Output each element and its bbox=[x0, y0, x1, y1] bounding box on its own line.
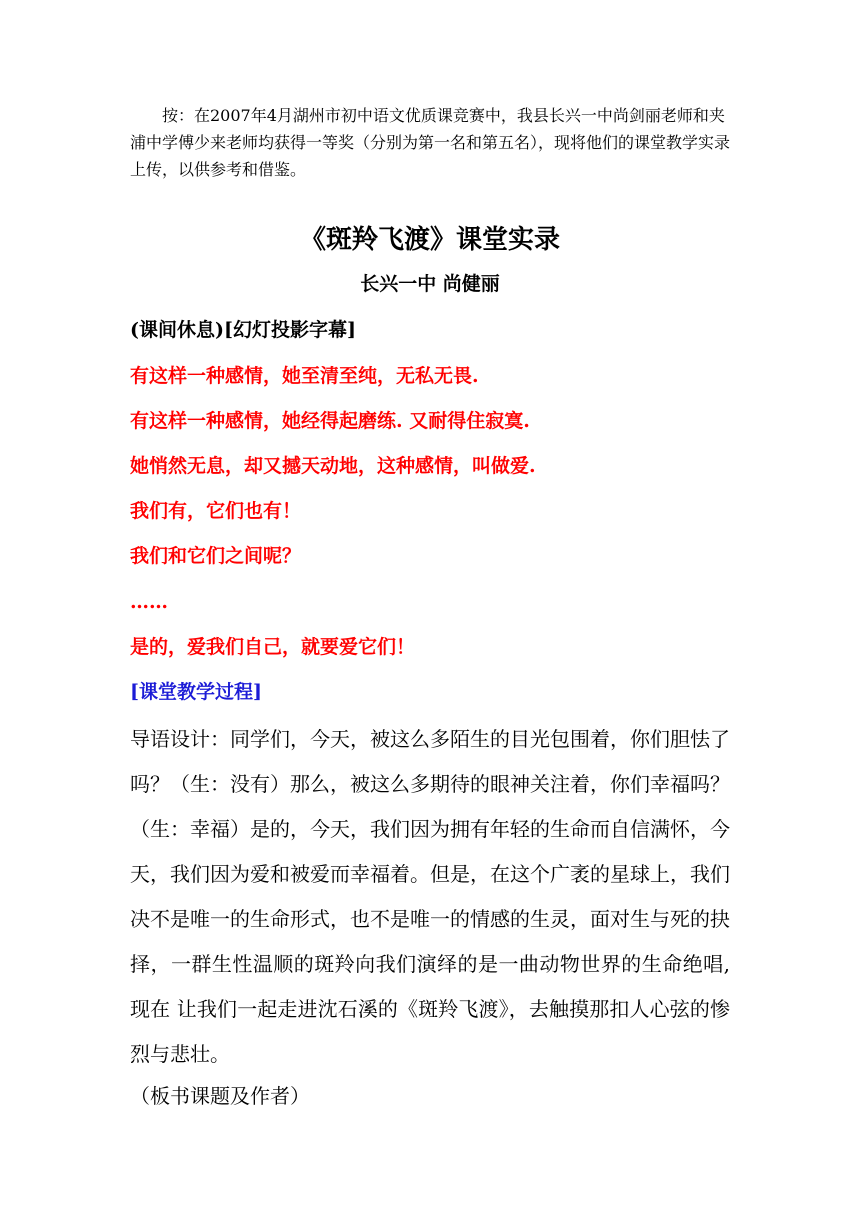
slide-line: 有这样一种感情，她经得起磨练. 又耐得住寂寞. bbox=[130, 410, 530, 432]
slide-line: 我们和它们之间呢？ bbox=[130, 545, 302, 567]
board-note: （板书课题及作者） bbox=[130, 1084, 310, 1108]
slide-line: 是的，爱我们自己，就要爱它们！ bbox=[130, 636, 416, 658]
slide-line: …… bbox=[130, 591, 168, 613]
slide-line: 有这样一种感情，她至清至纯，无私无畏. bbox=[130, 365, 479, 387]
document-title: 《斑羚飞渡》课堂实录 bbox=[299, 225, 560, 255]
intro-paragraph-block bbox=[130, 717, 730, 1077]
slide-line: 我们有，它们也有！ bbox=[130, 500, 302, 522]
section-heading: [课堂教学过程] bbox=[130, 681, 262, 703]
author-line: 长兴一中 尚健丽 bbox=[360, 273, 500, 295]
intro-paragraph: 导语设计：同学们，今天，被这么多陌生的目光包围着，你们胆怯了吗？（生：没有）那么，被这么多期待的眼神关注着，你们幸福吗？（生：幸福）是的，今天，我们因为拥有年轻的生命而自信满怀，今天，我们因为爱和被爱而幸福着。但是，在这个广袤的星球上，我们决不是唯一的生命形式，也不是唯一的情感的生灵，面对生与死的抉择，一群生性温顺的斑羚向我们演绎的是一曲动物世界的生命绝唱,现在 让我们一起走进沈石溪的《斑羚飞渡》，去触摸那扣人心弦的惨烈与悲壮。 bbox=[130, 727, 730, 1066]
slide-line: 她悄然无息，却又撼天动地，这种感情，叫做爱. bbox=[130, 455, 536, 477]
slide-header: (课间休息)[幻灯投影字幕] bbox=[130, 319, 356, 341]
editor-note-text: 按：在2007年4月湖州市初中语文优质课竞赛中，我县长兴一中尚剑丽老师和夹浦中学傅少来老师均获得一等奖（分别为第一名和第五名），现将他们的课堂教学实录上传，以供参考和借鉴。 bbox=[130, 106, 731, 179]
editor-note bbox=[130, 102, 730, 183]
